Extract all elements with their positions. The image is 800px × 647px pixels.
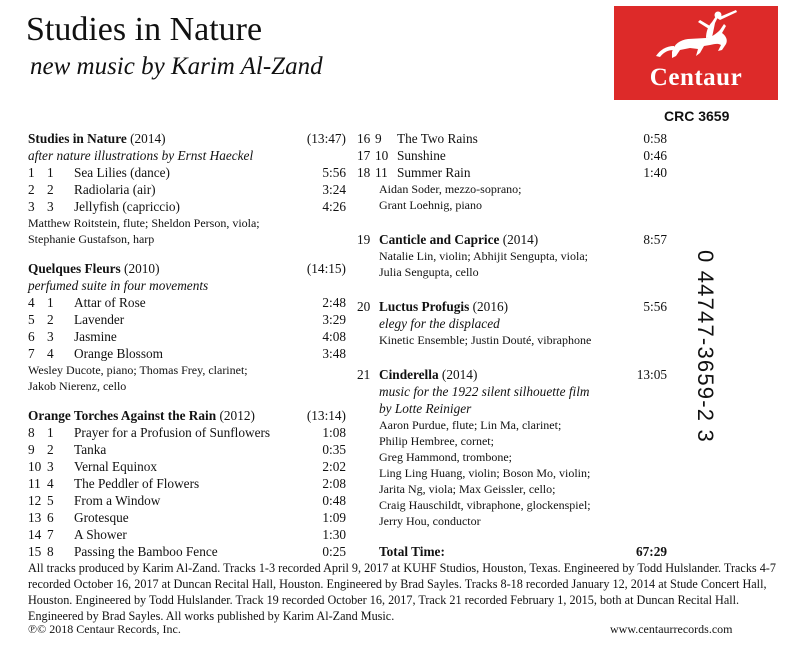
track-duration: 3:24 bbox=[322, 182, 346, 197]
track-row bbox=[28, 311, 346, 328]
track-row bbox=[28, 475, 346, 492]
text-line: Jarita Ng, viola; Max Geissler, cello; bbox=[379, 482, 556, 496]
text-line: Aidan Soder, mezzo-soprano; bbox=[379, 182, 522, 196]
text-line: Jakob Nierenz, cello bbox=[28, 379, 127, 393]
track-field: 1 bbox=[47, 425, 54, 440]
work-heading bbox=[357, 231, 667, 248]
track-row bbox=[28, 526, 346, 543]
track-field: 9 bbox=[375, 131, 382, 146]
track-row bbox=[28, 345, 346, 362]
work-year: (2014) bbox=[130, 131, 166, 146]
track-field: 17 bbox=[357, 148, 371, 163]
track-field: 8 bbox=[28, 425, 35, 440]
track-duration: 2:02 bbox=[322, 459, 346, 474]
track-field: 8 bbox=[47, 544, 54, 559]
production-notes: All tracks produced by Karim Al-Zand. Tracks 1-3 recorded April 9, 2017 at KUHF Studios, Houston, Texas. Engineered by Todd Hulslander. Tracks 4-7 recorded October 16, 2017 at Duncan Recital Hall, Houston. Engineered by Brad Sayles. Tracks 8-18 recorded January 12, 2014 at Stude Concert Hall, Houston. Engineered by Todd Hulslander. Track 19 recorded October 16, 2017, Track 21 recorded February 1, 2015, both at Duncan Recital Hall. Engineered by Brad Sayles. All works published by Karim Al-Zand Music. bbox=[28, 561, 776, 623]
track-field: 4 bbox=[47, 346, 54, 361]
track-row bbox=[28, 198, 346, 215]
track-field: 9 bbox=[28, 442, 35, 457]
text-line: Aaron Purdue, flute; Lin Ma, clarinet; bbox=[379, 418, 562, 432]
track-field: 6 bbox=[28, 329, 35, 344]
track-duration: 5:56 bbox=[643, 299, 667, 314]
centaur-logo bbox=[614, 6, 778, 100]
work-duration: (14:15) bbox=[306, 261, 346, 276]
work-title: Luctus Profugis bbox=[379, 299, 470, 314]
track-field: 14 bbox=[28, 527, 42, 542]
work-title: Canticle and Caprice bbox=[379, 232, 500, 247]
track-field: 6 bbox=[47, 510, 54, 525]
album-title: Studies in Nature bbox=[26, 11, 263, 48]
track-field: 1 bbox=[47, 165, 54, 180]
track-field: 11 bbox=[28, 476, 41, 491]
copyright: ℗© 2018 Centaur Records, Inc. bbox=[28, 622, 181, 636]
track-row bbox=[28, 509, 346, 526]
track-field: 16 bbox=[357, 131, 371, 146]
track-row bbox=[28, 458, 346, 475]
text-line: Matthew Roitstein, flute; Sheldon Person, viola; bbox=[28, 216, 260, 230]
track-field: Lavender bbox=[74, 312, 125, 327]
track-duration: 5:56 bbox=[322, 165, 346, 180]
track-field: 12 bbox=[28, 493, 42, 508]
track-row bbox=[28, 328, 346, 345]
track-duration: 1:08 bbox=[322, 425, 346, 440]
track-field: The Two Rains bbox=[397, 131, 478, 146]
track-field: 10 bbox=[28, 459, 42, 474]
work-subtitle: after nature illustrations by Ernst Haeckel bbox=[28, 148, 254, 163]
track-duration: 8:57 bbox=[643, 232, 667, 247]
track-field: Orange Blossom bbox=[74, 346, 164, 361]
track-field: Vernal Equinox bbox=[74, 459, 158, 474]
performers bbox=[379, 332, 667, 348]
track-field bbox=[379, 543, 445, 560]
website-link[interactable]: www.centaurrecords.com bbox=[610, 622, 733, 636]
track-field: Prayer for a Profusion of Sunflowers bbox=[74, 425, 271, 440]
track-field: Grotesque bbox=[74, 510, 129, 525]
work-title: Cinderella bbox=[379, 367, 439, 382]
track-field: 19 bbox=[357, 232, 371, 247]
track-duration: 2:48 bbox=[322, 295, 346, 310]
track-field: Radiolaria (air) bbox=[74, 182, 156, 197]
track-field: 18 bbox=[357, 165, 371, 180]
text-line: Ling Ling Huang, violin; Boson Mo, violin; bbox=[379, 466, 591, 480]
work-year: (2010) bbox=[124, 261, 160, 276]
track-field: 1 bbox=[28, 165, 35, 180]
work-title: Orange Torches Against the Rain bbox=[28, 408, 217, 423]
track-field: Canticle and Caprice (2014) bbox=[379, 232, 539, 247]
text-line: Greg Hammond, trombone; bbox=[379, 450, 512, 464]
track-field: Cinderella (2014) bbox=[379, 367, 478, 382]
track-duration: 0:35 bbox=[322, 442, 346, 457]
text-line: Craig Hauschildt, vibraphone, glockenspiel; bbox=[379, 498, 591, 512]
track-duration: 1:30 bbox=[322, 527, 346, 542]
track-row bbox=[357, 164, 667, 181]
catalog-number: CRC 3659 bbox=[664, 108, 730, 124]
track-duration: 0:48 bbox=[322, 493, 346, 508]
track-field: 3 bbox=[47, 329, 54, 344]
work-heading bbox=[28, 407, 346, 424]
track-field: 11 bbox=[375, 165, 388, 180]
track-field: 2 bbox=[47, 312, 54, 327]
track-duration: 4:26 bbox=[322, 199, 346, 214]
centaur-figure-icon bbox=[614, 6, 778, 66]
text-line: Wesley Ducote, piano; Thomas Frey, clarinet; bbox=[28, 363, 248, 377]
track-field: Summer Rain bbox=[397, 165, 471, 180]
brand-wordmark: Centaur bbox=[649, 64, 743, 91]
track-field: 2 bbox=[47, 442, 54, 457]
text-line: Grant Loehnig, piano bbox=[379, 198, 482, 212]
work-subtitle: perfumed suite in four movements bbox=[28, 278, 209, 293]
left-tracklist bbox=[28, 130, 346, 560]
track-row bbox=[28, 441, 346, 458]
text-line: Stephanie Gustafson, harp bbox=[28, 232, 155, 246]
track-field: A Shower bbox=[74, 527, 127, 542]
text-line: Philip Hembree, cornet; bbox=[379, 434, 494, 448]
work-heading bbox=[28, 130, 346, 147]
performers bbox=[379, 181, 667, 213]
track-row bbox=[357, 147, 667, 164]
track-duration: 0:46 bbox=[643, 148, 667, 163]
performers bbox=[28, 362, 346, 394]
track-row bbox=[28, 181, 346, 198]
work-title: Quelques Fleurs bbox=[28, 261, 121, 276]
total-time bbox=[357, 543, 667, 560]
work-subtitle: elegy for the displaced bbox=[379, 316, 500, 331]
track-duration: 3:29 bbox=[322, 312, 346, 327]
track-row bbox=[357, 130, 667, 147]
track-duration: 4:08 bbox=[322, 329, 346, 344]
track-field: Sea Lilies (dance) bbox=[74, 165, 170, 180]
barcode-number: 0 44747-3659-2 3 bbox=[693, 250, 718, 443]
track-field: Luctus Profugis (2016) bbox=[379, 299, 509, 314]
work-duration: (13:14) bbox=[306, 408, 346, 423]
track-duration: 2:08 bbox=[322, 476, 346, 491]
track-field: 3 bbox=[28, 199, 35, 214]
track-field: 4 bbox=[28, 295, 35, 310]
track-field: 13 bbox=[28, 510, 42, 525]
track-field: The Peddler of Flowers bbox=[74, 476, 200, 491]
work-heading bbox=[28, 260, 346, 277]
right-tracklist bbox=[357, 130, 667, 560]
text-line: Jerry Hou, conductor bbox=[379, 514, 481, 528]
text-line: Natalie Lin, violin; Abhijit Sengupta, viola; bbox=[379, 249, 588, 263]
track-field: 1 bbox=[47, 295, 54, 310]
track-duration: 1:09 bbox=[322, 510, 346, 525]
total-label: Total Time: bbox=[379, 544, 445, 559]
work-heading bbox=[357, 298, 667, 315]
track-field: 5 bbox=[28, 312, 35, 327]
track-row bbox=[28, 294, 346, 311]
track-field: 20 bbox=[357, 299, 371, 314]
track-duration bbox=[636, 543, 667, 560]
track-field: 21 bbox=[357, 367, 371, 382]
track-field: Jasmine bbox=[74, 329, 117, 344]
track-row bbox=[28, 424, 346, 441]
album-subtitle: new music by Karim Al-Zand bbox=[30, 53, 323, 80]
track-duration: 3:48 bbox=[322, 346, 346, 361]
text-line: Kinetic Ensemble; Justin Douté, vibraphone bbox=[379, 333, 592, 347]
track-row bbox=[28, 543, 346, 560]
track-field: Passing the Bamboo Fence bbox=[74, 544, 218, 559]
track-row bbox=[28, 492, 346, 509]
work-title: Studies in Nature bbox=[28, 131, 127, 146]
track-field: 7 bbox=[28, 346, 35, 361]
track-field: 3 bbox=[47, 199, 54, 214]
track-field: 15 bbox=[28, 544, 42, 559]
track-field: 3 bbox=[47, 459, 54, 474]
track-field: Tanka bbox=[74, 442, 107, 457]
track-field: From a Window bbox=[74, 493, 161, 508]
work-subtitle: music for the 1922 silent silhouette film bbox=[379, 384, 590, 399]
total-value: 67:29 bbox=[635, 544, 667, 559]
track-field: Sunshine bbox=[397, 148, 446, 163]
track-duration: 1:40 bbox=[643, 165, 667, 180]
track-duration: 0:58 bbox=[643, 131, 667, 146]
performers bbox=[379, 417, 667, 529]
track-duration: 0:25 bbox=[322, 544, 346, 559]
track-field: Attar of Rose bbox=[74, 295, 146, 310]
work-subtitle: by Lotte Reiniger bbox=[379, 401, 472, 416]
work-duration: (13:47) bbox=[306, 131, 346, 146]
track-field: 2 bbox=[28, 182, 35, 197]
track-field: 10 bbox=[375, 148, 389, 163]
track-field: 2 bbox=[47, 182, 54, 197]
track-duration: 13:05 bbox=[636, 367, 667, 382]
track-field: 5 bbox=[47, 493, 54, 508]
track-field: 7 bbox=[47, 527, 54, 542]
track-field: Jellyfish (capriccio) bbox=[74, 199, 180, 214]
track-row bbox=[28, 164, 346, 181]
performers bbox=[28, 215, 346, 247]
work-heading bbox=[357, 366, 667, 383]
track-field: 4 bbox=[47, 476, 54, 491]
text-line: Julia Sengupta, cello bbox=[379, 265, 479, 279]
work-year: (2012) bbox=[219, 408, 255, 423]
performers bbox=[379, 248, 667, 280]
